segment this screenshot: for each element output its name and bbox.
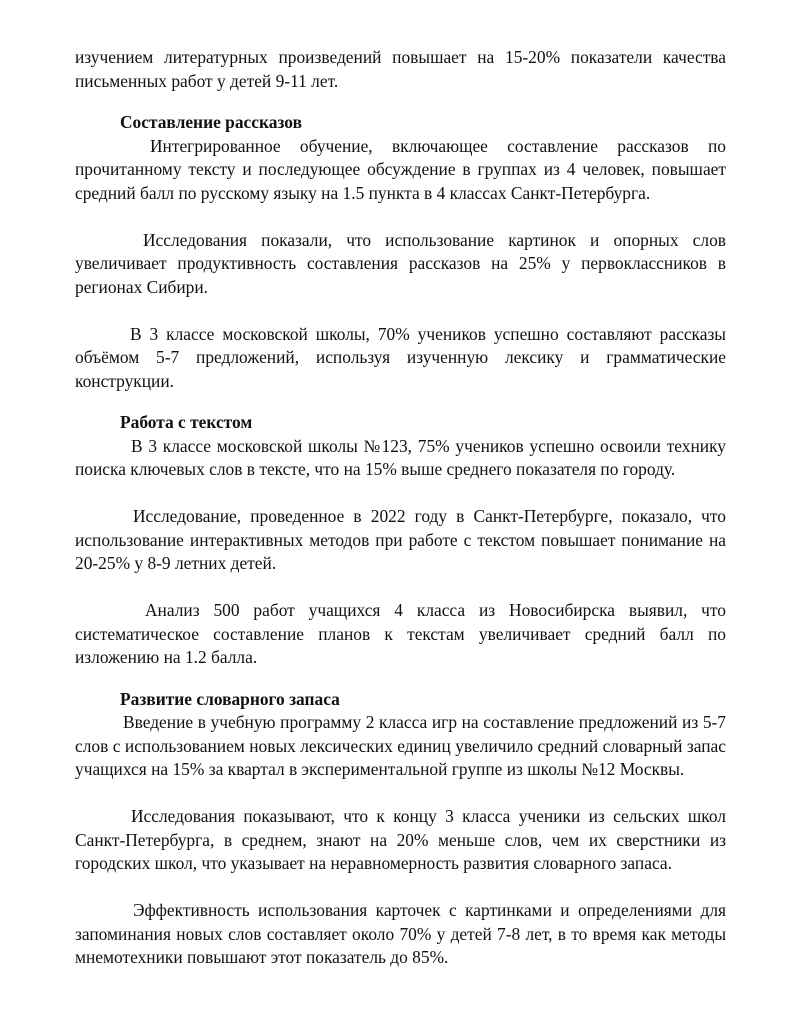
paragraph: Исследования показали, что использование картинок и опорных слов увеличивает продуктивность составления рассказов на 25% у первоклассников в регионах Сибири.: [75, 229, 726, 297]
spacer: [75, 482, 726, 506]
spacer: [75, 393, 726, 411]
paragraph: Эффективность использования карточек с картинками и определениями для запоминания новых слов составляет около 70% у детей 7-8 лет, в то время как методы мнемотехники повышают этот показатель до 85%.: [75, 900, 726, 967]
section-heading-stories: Составление рассказов: [120, 112, 302, 132]
spacer: [75, 782, 726, 806]
spacer: [75, 205, 726, 229]
spacer: [75, 93, 726, 111]
spacer: [75, 576, 726, 600]
spacer: [75, 670, 726, 688]
section-heading-vocabulary: Развитие словарного запаса: [120, 688, 340, 709]
paragraph: Введение в учебную программу 2 класса игр на составление предложений из 5-7 слов с использованием новых лексических единиц увеличило средний словарный запас учащихся на 15% за квартал в экспериментальной группе из школы №12 Москвы.: [75, 712, 726, 779]
paragraph: Исследования показывают, что к концу 3 класса ученики из сельских школ Санкт-Петербурга, в среднем, знают на 20% меньше слов, чем их сверстники из городских школ, что указывает на неравномерность развития словарного запаса.: [75, 806, 726, 873]
spacer: [75, 299, 726, 323]
paragraph: Анализ 500 работ учащихся 4 класса из Новосибирска выявил, что систематическое составление планов к текстам увеличивает средний балл по изложению на 1.2 балла.: [75, 600, 726, 667]
intro-paragraph: изучением литературных произведений повышает на 15-20% показатели качества письменных работ у детей 9-11 лет.: [75, 47, 726, 91]
section-heading-text-work: Работа с текстом: [120, 412, 253, 432]
paragraph: В 3 классе московской школы №123, 75% учеников успешно освоили технику поиска ключевых слов в тексте, что на 15% выше среднего показателя по городу.: [75, 435, 726, 479]
document-page: [75, 46, 726, 970]
spacer: [75, 876, 726, 900]
paragraph: В 3 классе московской школы, 70% учеников успешно составляют рассказы объёмом 5-7 предложений, используя изученную лексику и грамматические конструкции.: [75, 323, 726, 391]
paragraph: Интегрированное обучение, включающее составление рассказов по прочитанному тексту и последующее обсуждение в группах из 4 человек, повышает средний балл по русскому языку на 1.5 пункта в 4 классах Санкт-Петербурга.: [75, 135, 726, 203]
paragraph: Исследование, проведенное в 2022 году в Санкт-Петербурге, показало, что использование интерактивных методов при работе с текстом повышает понимание на 20-25% у 8-9 летних детей.: [75, 506, 726, 573]
